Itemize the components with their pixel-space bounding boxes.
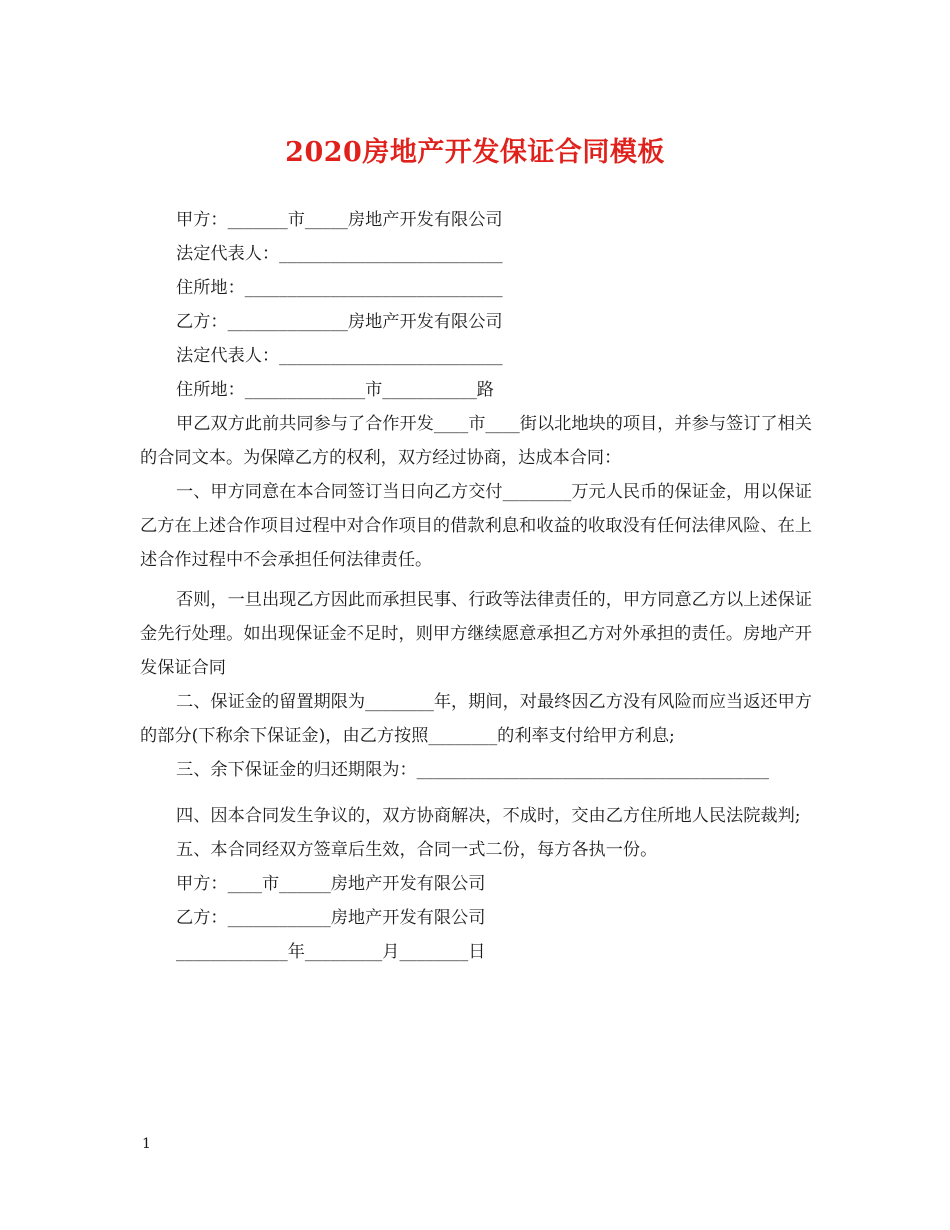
clause-three-paragraph: 三、余下保证金的归还期限为：_________________________________________ bbox=[176, 760, 769, 780]
clause-four-paragraph: 四、因本合同发生争议的，双方协商解决，不成时，交由乙方住所地人民法院裁判; bbox=[176, 806, 801, 826]
document-title: 2020房地产开发保证合同模板 bbox=[285, 137, 665, 168]
page-number: 1 bbox=[142, 1136, 151, 1152]
clause-one-paragraph: 一、甲方同意在本合同签订当日向乙方交付________万元人民币的保证金，用以保证乙方在上述合作项目过程中对合作项目的借款利息和收益的收取没有任何法律风险、在上述合作过程中不会承担任何法律责任。 bbox=[140, 482, 812, 570]
clause-five-paragraph: 五、本合同经双方签章后生效，合同一式二份，每方各执一份。 bbox=[176, 840, 658, 860]
party-a-representative-line: 法定代表人：__________________________ bbox=[176, 244, 503, 264]
party-a-address-line: 住所地：______________________________ bbox=[176, 278, 503, 298]
party-a-line: 甲方：_______市_____房地产开发有限公司 bbox=[176, 210, 503, 230]
clause-one-continuation-paragraph: 否则，一旦出现乙方因此而承担民事、行政等法律责任的，甲方同意乙方以上述保证金先行处理。如出现保证金不足时，则甲方继续愿意承担乙方对外承担的责任。房地产开发保证合同 bbox=[140, 590, 812, 678]
signature-date: _____________年_________月________日 bbox=[176, 942, 486, 962]
party-b-address-line: 住所地：______________市___________路 bbox=[176, 380, 494, 400]
signature-party-a: 甲方：____市______房地产开发有限公司 bbox=[176, 874, 486, 894]
party-b-line: 乙方：______________房地产开发有限公司 bbox=[176, 312, 503, 332]
contract-body bbox=[140, 203, 812, 969]
preamble-paragraph: 甲乙双方此前共同参与了合作开发____市____街以北地块的项目，并参与签订了相关的合同文本。为保障乙方的权利，双方经过协商，达成本合同： bbox=[140, 414, 812, 468]
signature-party-b: 乙方：____________房地产开发有限公司 bbox=[176, 908, 486, 928]
clause-two-paragraph: 二、保证金的留置期限为________年，期间，对最终因乙方没有风险而应当返还甲方的部分(下称余下保证金)，由乙方按照________的利率支付给甲方利息; bbox=[140, 692, 812, 746]
party-b-representative-line: 法定代表人：__________________________ bbox=[176, 346, 503, 366]
